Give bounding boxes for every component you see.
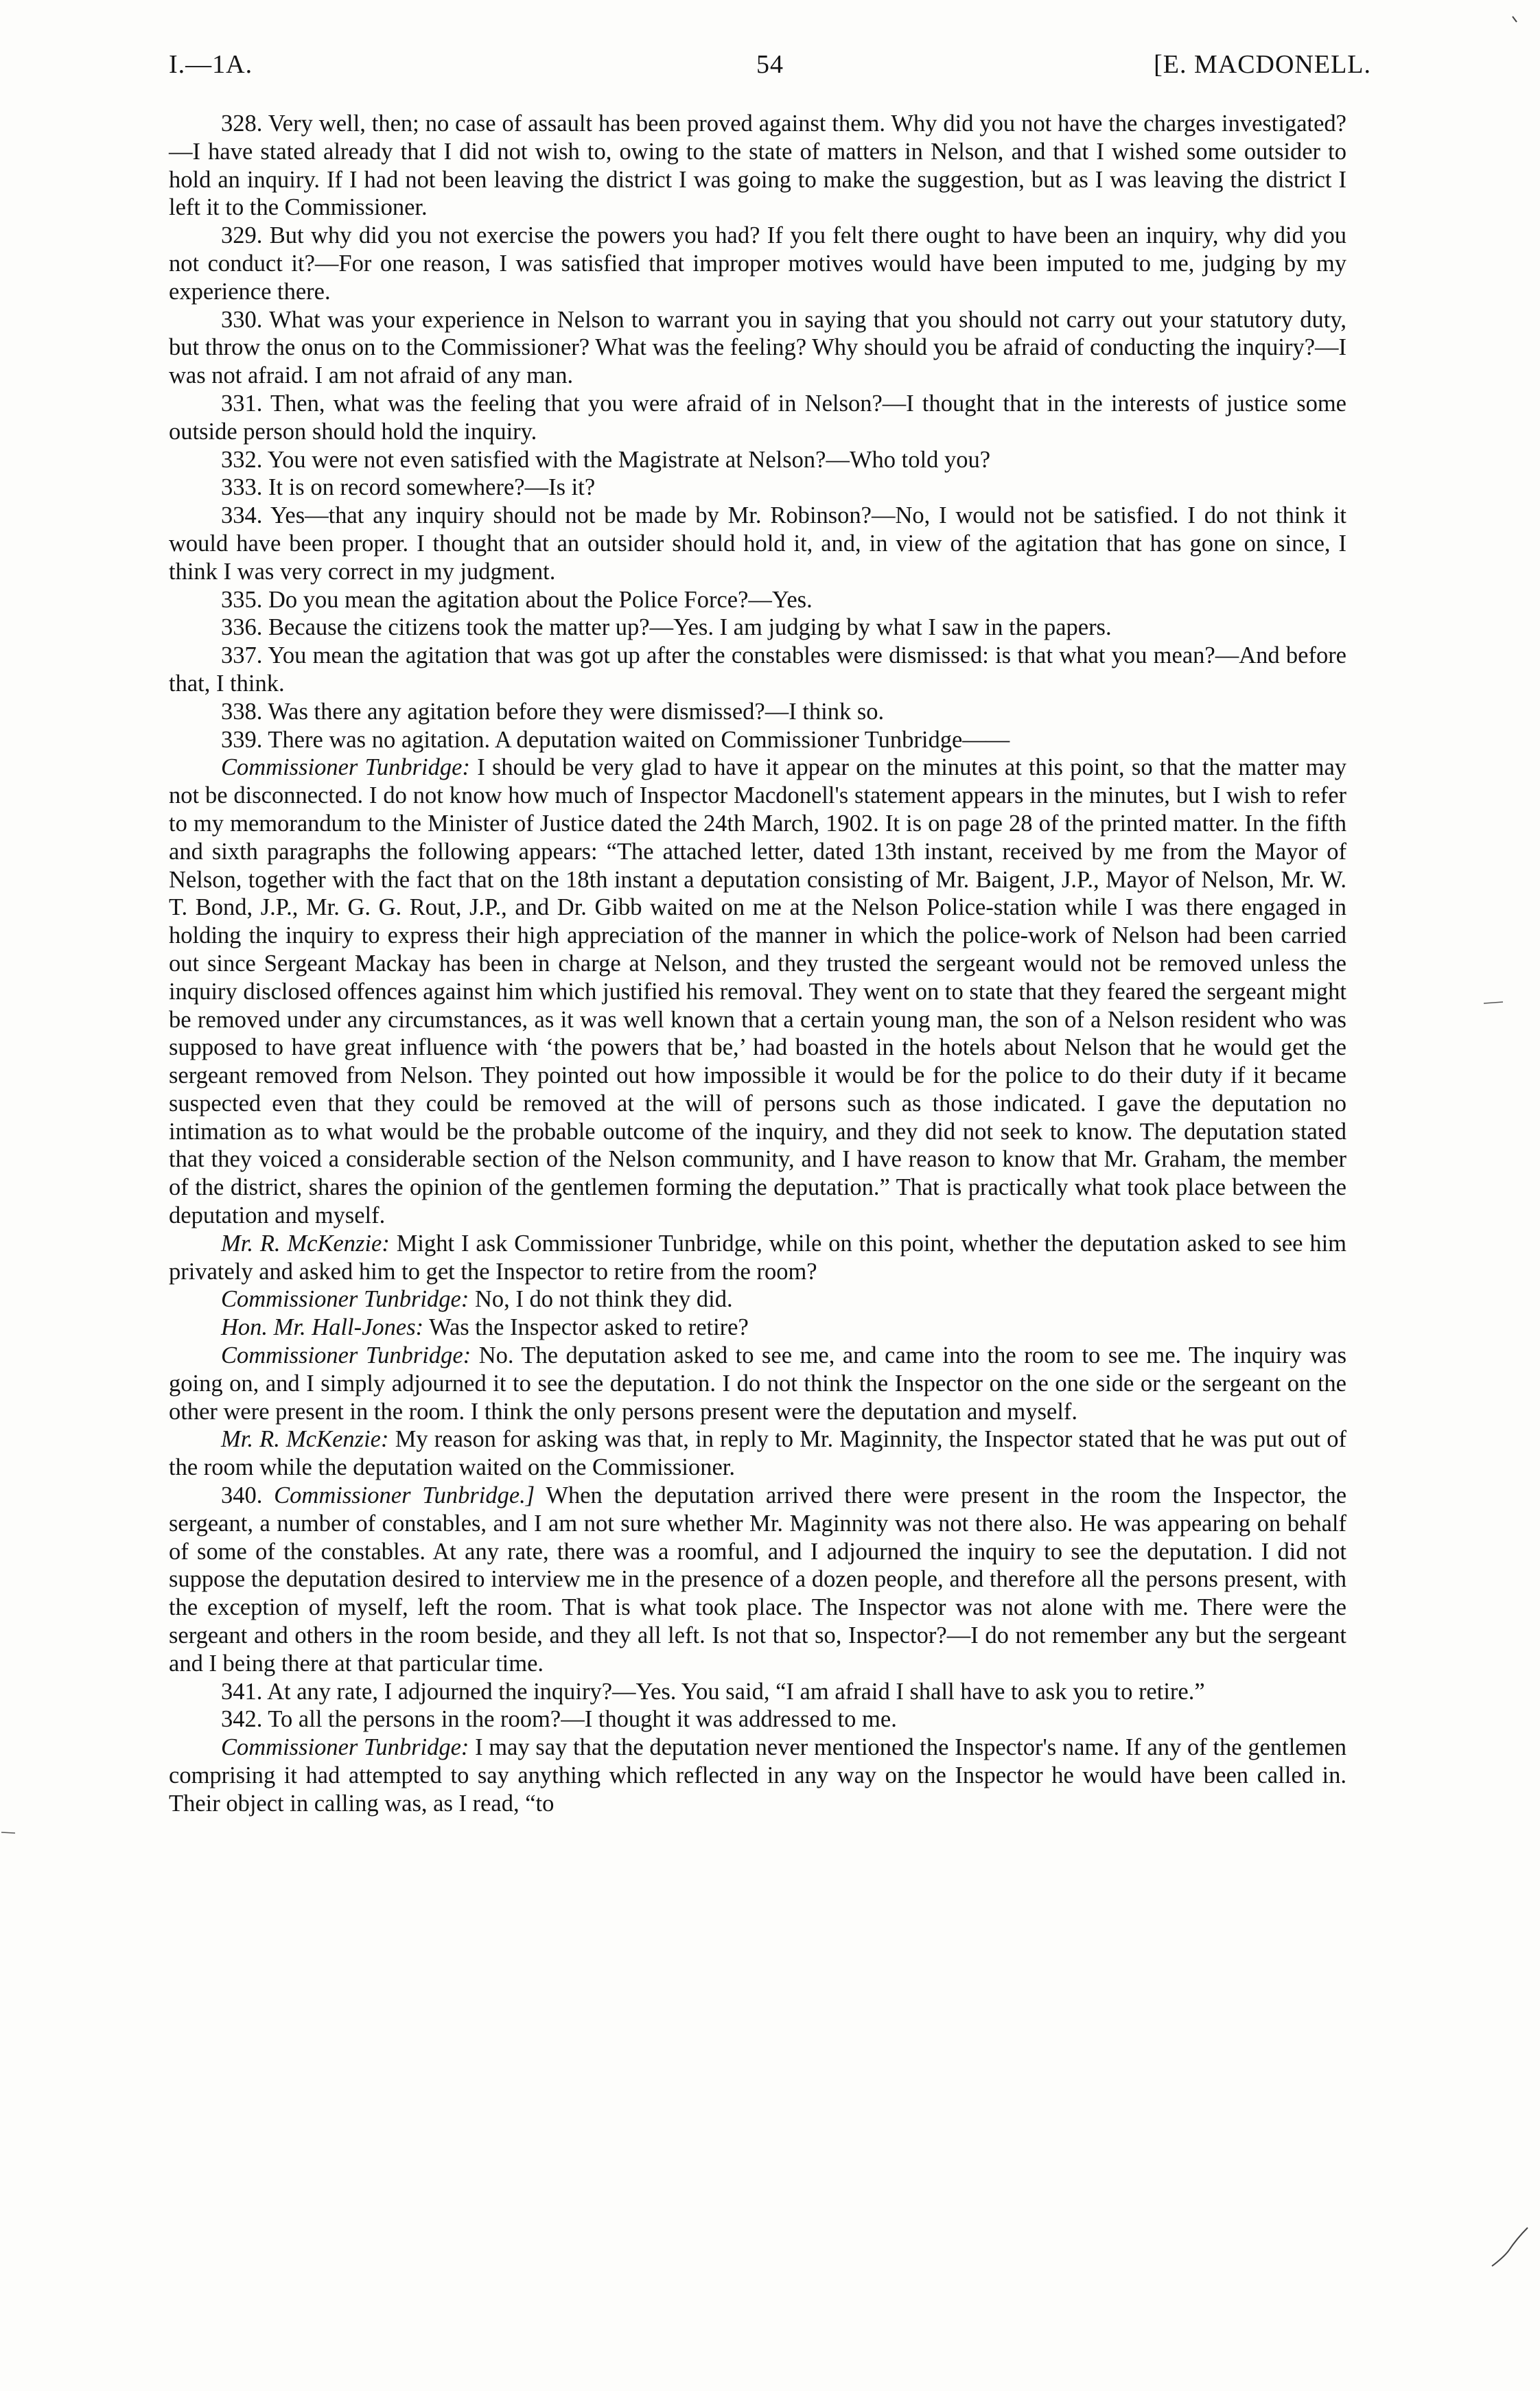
paragraph-338: 338. Was there any agitation before they were dismissed?—I think so. [221,698,885,725]
corner-pen-mark [1510,14,1524,27]
speaker-label: Commissioner Tunbridge.] [274,1482,535,1509]
speaker-label: Hon. Mr. Hall-Jones: [221,1314,424,1341]
margin-pen-mark [1482,995,1510,1009]
paragraph-334: 334. Yes—that any inquiry should not be made by Mr. Robinson?—No, I would not be satisfied. I do not think it would have been proper. I thought that an outsider should hold it, and, in view of the agitation that has gone on since, I think I was very correct in my judgment. [169,502,1346,585]
speaker-label: Mr. R. McKenzie: [221,1426,389,1453]
paragraph-340: 340. Commissioner Tunbridge.] When the deputation arrived there were present in the room the Inspector, the sergeant, a number of constables, and I am not sure whether Mr. Maginnity was not there also. He was appearing on behalf of some of the constables. At any rate, there was a roomful, and I adjourned the inquiry to see the deputation. I did not suppose the deputation desired to interview me in the presence of a dozen people, and therefore all the persons present, with the exception of myself, left the room. That is what took place. The Inspector was not alone with me. There were the sergeant and others in the room beside, and they all left. Is not that so, Inspector?—I do not remember any but the sergeant and I being there at that particular time. [169,1482,1347,1677]
paragraph-341: 341. At any rate, I adjourned the inquiry?—Yes. You said, “I am afraid I shall have to ask you to retire.” [221,1678,1205,1705]
paragraph-333: 333. It is on record somewhere?—Is it? [221,474,596,501]
statement-mckenzie: Mr. R. McKenzie: My reason for asking was that, in reply to Mr. Maginnity, the Inspector stated that he was put out of the room while the deputation waited on the Commissioner. [169,1426,1346,1481]
document-reference: I.—1A. [169,50,253,79]
speaker-label: Commissioner Tunbridge: [221,754,470,781]
statement-commissioner: Commissioner Tunbridge: No. The deputation asked to see me, and came into the room to see me. The inquiry was going on, and I simply adjourned it to see the deputation. I do not think the Inspector on the one side or the sergeant on the other were present in the room. I think the only persons present were the deputation and myself. [169,1342,1346,1425]
paragraph-335: 335. Do you mean the agitation about the Police Force?—Yes. [221,586,813,613]
paragraph-329: 329. But why did you not exercise the powers you had? If you felt there ought to have been an inquiry, why did you not conduct it?—For one reason, I was satisfied that improper motives would have been imputed to me, judging by my experience there. [169,222,1346,305]
page-header [169,49,1371,91]
margin-pen-mark [1489,2224,1530,2272]
paragraph-342: 342. To all the persons in the room?—I thought it was addressed to me. [221,1706,897,1733]
paragraph-331: 331. Then, what was the feeling that you were afraid of in Nelson?—I thought that in the interests of justice some outside person should hold the inquiry. [169,390,1346,445]
page-number: 54 [756,50,784,79]
speaker-label: Mr. R. McKenzie: [221,1230,390,1257]
speaker-label: Commissioner Tunbridge: [221,1286,469,1313]
paragraph-337: 337. You mean the agitation that was got up after the constables were dismissed: is that what you mean?—And before that, I think. [169,642,1346,697]
paragraph-336: 336. Because the citizens took the matter up?—Yes. I am judging by what I saw in the papers. [221,614,1112,641]
paragraph-330: 330. What was your experience in Nelson to warrant you in saying that you should not carry out your statutory duty, but throw the onus on to the Commissioner? What was the feeling? Why should you be afraid of conducting the inquiry?—I was not afraid. I am not afraid of any man. [169,306,1346,389]
speaker-label: Commissioner Tunbridge: [221,1734,469,1761]
statement-commissioner: Commissioner Tunbridge: No, I do not think they did. [221,1286,733,1313]
witness-name: [E. MACDONELL. [1154,50,1371,79]
statement-commissioner: Commissioner Tunbridge: I should be very glad to have it appear on the minutes at this point, so that the matter may not be disconnected. I do not know how much of Inspector Macdonell's statement appears in the minutes, but I wish to refer to my memorandum to the Minister of Justice dated the 24th March, 1902. It is on page 28 of the printed matter. In the fifth and sixth paragraphs the following appears: “The attached letter, dated 13th instant, received by me from the Mayor of Nelson, together with the fact that on the 18th instant a deputation consisting of Mr. Baigent, J.P., Mayor of Nelson, Mr. W. T. Bond, J.P., Mr. G. G. Rout, J.P., and Dr. Gibb waited on me at the Nelson Police-station while I was there engaged in holding the inquiry to express their high appreciation of the manner in which the police-work of Nelson had been carried out since Sergeant Mackay has been in charge at Nelson, and they trusted the sergeant would not be removed unless the inquiry disclosed offences against him which justified his removal. They went on to state that they feared the sergeant might be removed under any circumstances, as it was well known that a certain young man, the son of a Nelson resident who was supposed to have great influence with ‘the powers that be,’ had boasted in the hotels about Nelson that he would get the sergeant removed from Nelson. They pointed out how impossible it would be for the police to do their duty if it became suspected even that they could be removed at the will of persons such as those indicated. I gave the deputation no intimation as to what would be the probable outcome of the inquiry, and they did not seek to know. The deputation stated that they voiced a considerable section of the Nelson community, and I have reason to know that Mr. Graham, the member of the district, shares the opinion of the gentlemen forming the deputation.” That is practically what took place between the deputation and myself. [169,754,1347,1229]
margin-pen-mark [0,1826,21,1839]
paragraph-339: 339. There was no agitation. A deputation waited on Commissioner Tunbridge—— [221,726,1010,753]
statement-hall-jones: Hon. Mr. Hall-Jones: Was the Inspector asked to retire? [221,1314,749,1341]
statement-commissioner: Commissioner Tunbridge: I may say that the deputation never mentioned the Inspector's name. If any of the gentlemen comprising it had attempted to say anything which reflected in any way on the Inspector he would have been called in. Their object in calling was, as I read, “to [169,1734,1347,1817]
paragraph-332: 332. You were not even satisfied with the Magistrate at Nelson?—Who told you? [221,446,991,473]
statement-mckenzie: Mr. R. McKenzie: Might I ask Commissioner Tunbridge, while on this point, whether the deputation asked to see him privately and asked him to get the Inspector to retire from the room? [169,1230,1347,1285]
transcript-body [169,110,1346,1818]
speaker-label: Commissioner Tunbridge: [221,1342,471,1369]
paragraph-328: 328. Very well, then; no case of assault has been proved against them. Why did you not have the charges investigated?—I have stated already that I did not wish to, owing to the state of matters in Nelson, and that I wished some outsider to hold an inquiry. If I had not been leaving the district I was going to make the suggestion, but as I was leaving the district I left it to the Commissioner. [169,110,1346,221]
